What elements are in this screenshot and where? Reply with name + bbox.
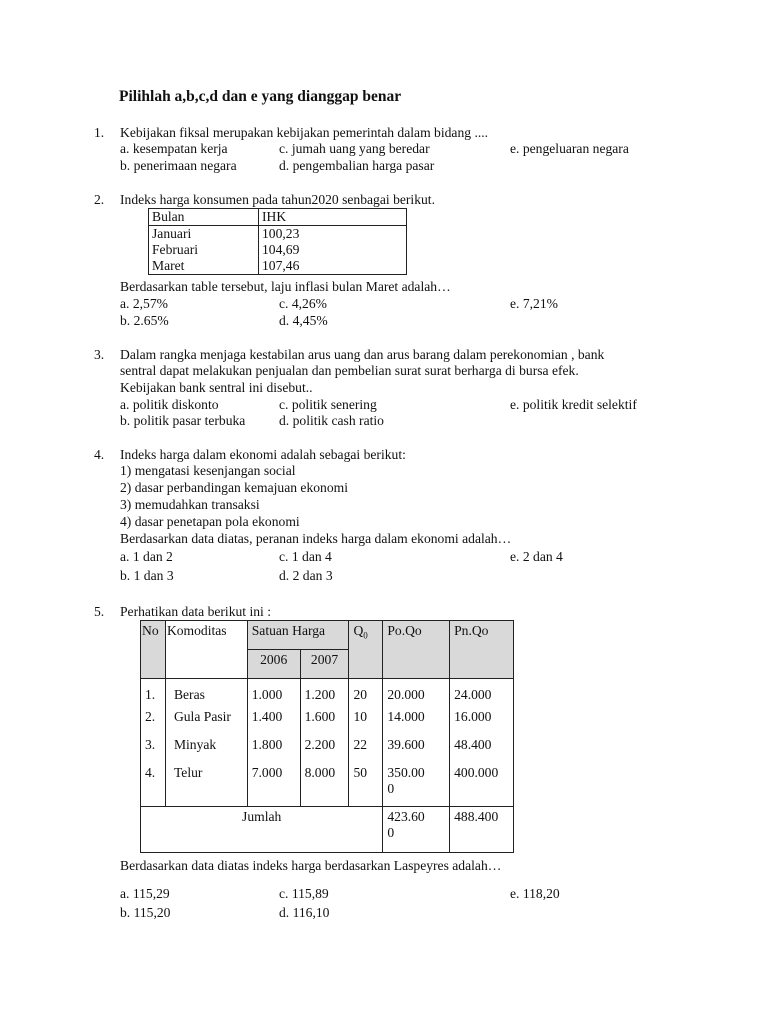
cell-komoditas: Telur: [165, 763, 247, 807]
q1-option-c: c. jumah uang yang beredar: [279, 141, 430, 156]
q2-option-a: a. 2,57%: [120, 296, 168, 311]
cell-total-poqo-wrap: 0: [387, 825, 395, 840]
header-year-2007: 2007: [300, 650, 349, 679]
q2-number: 2.: [94, 192, 105, 207]
header-q0: [349, 621, 383, 679]
q3-option-a: a. politik diskonto: [120, 397, 219, 412]
cell-total-poqo-main: 423.60: [387, 809, 425, 824]
q1-option-b: b. penerimaan negara: [120, 158, 237, 173]
cell-jumlah-label: Jumlah: [141, 807, 383, 853]
ihk-table: [148, 208, 407, 275]
q4-option-d: d. 2 dan 3: [279, 568, 333, 583]
q4-option-e: e. 2 dan 4: [510, 549, 563, 564]
q2-option-c: c. 4,26%: [279, 296, 327, 311]
q3-option-e: e. politik kredit selektif: [510, 397, 637, 412]
table-row: [149, 226, 407, 243]
cell-no: 1.: [141, 679, 166, 707]
ihk-cell-month: Maret: [149, 258, 259, 275]
cell-poqo: [383, 763, 450, 807]
cell-q0: 20: [349, 679, 383, 707]
cell-poqo-wrap: 0: [387, 780, 395, 796]
cell-q0: 22: [349, 735, 383, 763]
cell-price-2006: 1.800: [247, 735, 300, 763]
q5-option-a: a. 115,29: [120, 886, 170, 901]
q5-option-b: b. 115,20: [120, 905, 171, 920]
q2-text: Indeks harga konsumen pada tahun2020 senbagai berikut.: [120, 192, 435, 207]
cell-no: 2.: [141, 707, 166, 735]
ihk-cell-value: 107,46: [259, 258, 407, 275]
q5-after-text: Berdasarkan data diatas indeks harga berdasarkan Laspeyres adalah…: [120, 858, 502, 873]
cell-price-2007: 2.200: [300, 735, 349, 763]
q2-after-text: Berdasarkan table tersebut, laju inflasi bulan Maret adalah…: [120, 279, 451, 294]
header-q-label: Q: [353, 623, 364, 638]
header-no: No: [141, 621, 166, 679]
q4-item-3: 3) memudahkan transaksi: [120, 497, 260, 512]
ihk-cell-value: 104,69: [259, 242, 407, 258]
table-row: [149, 258, 407, 275]
table-row: [141, 707, 514, 735]
q5-option-c: c. 115,89: [279, 886, 329, 901]
cell-poqo: 14.000: [383, 707, 450, 735]
cell-price-2007: 1.200: [300, 679, 349, 707]
q1-option-d: d. pengembalian harga pasar: [279, 158, 435, 173]
ihk-header-ihk: IHK: [259, 209, 407, 226]
table-total-row: [141, 807, 514, 853]
q1-option-e: e. pengeluaran negara: [510, 141, 629, 156]
q3-option-c: c. politik senering: [279, 397, 377, 412]
ihk-header-bulan: Bulan: [149, 209, 259, 226]
cell-total-pnqo: 488.400: [450, 807, 514, 853]
header-komoditas: Komoditas: [165, 621, 247, 679]
cell-price-2006: 1.400: [247, 707, 300, 735]
q4-item-4: 4) dasar penetapan pola ekonomi: [120, 514, 300, 529]
q2-option-e: e. 7,21%: [510, 296, 558, 311]
cell-pnqo: 400.000: [450, 763, 514, 807]
q3-line-2: sentral dapat melakukan penjualan dan pembelian surat surat berharga di bursa efek.: [120, 363, 579, 378]
q1-text: Kebijakan fiksal merupakan kebijakan pemerintah dalam bidang ....: [120, 125, 489, 140]
cell-komoditas: Beras: [165, 679, 247, 707]
q2-option-d: d. 4,45%: [279, 313, 328, 328]
q4-option-b: b. 1 dan 3: [120, 568, 174, 583]
q2-option-b: b. 2.65%: [120, 313, 169, 328]
header-pnqo: Pn.Qo: [450, 621, 514, 679]
q4-text: Indeks harga dalam ekonomi adalah sebagai berikut:: [120, 447, 406, 462]
header-satuan-harga: Satuan Harga: [247, 621, 349, 650]
table-row: [141, 679, 514, 707]
q3-line-1: Dalam rangka menjaga kestabilan arus uang dan arus barang dalam perekonomian , bank: [120, 347, 605, 362]
cell-komoditas: Minyak: [165, 735, 247, 763]
header-q-subscript: 0: [363, 630, 368, 641]
q1-number: 1.: [94, 125, 105, 140]
cell-price-2007: 8.000: [300, 763, 349, 807]
cell-price-2007: 1.600: [300, 707, 349, 735]
laspeyres-table: [140, 620, 514, 853]
table-row: [141, 763, 514, 807]
cell-pnqo: 24.000: [450, 679, 514, 707]
cell-no: 3.: [141, 735, 166, 763]
cell-pnqo: 16.000: [450, 707, 514, 735]
q4-item-2: 2) dasar perbandingan kemajuan ekonomi: [120, 480, 348, 495]
q4-option-c: c. 1 dan 4: [279, 549, 332, 564]
q5-number: 5.: [94, 604, 105, 619]
cell-komoditas: Gula Pasir: [165, 707, 247, 735]
q4-number: 4.: [94, 447, 105, 462]
header-year-2006: 2006: [247, 650, 300, 679]
header-poqo: Po.Qo: [383, 621, 450, 679]
q3-number: 3.: [94, 347, 105, 362]
cell-price-2006: 7.000: [247, 763, 300, 807]
cell-q0: 50: [349, 763, 383, 807]
q1-option-a: a. kesempatan kerja: [120, 141, 228, 156]
table-row: [149, 242, 407, 258]
cell-poqo: 20.000: [383, 679, 450, 707]
cell-pnqo: 48.400: [450, 735, 514, 763]
q5-option-d: d. 116,10: [279, 905, 330, 920]
q3-option-d: d. politik cash ratio: [279, 413, 384, 428]
cell-total-poqo: [383, 807, 450, 853]
ihk-cell-value: 100,23: [259, 226, 407, 243]
q4-item-1: 1) mengatasi kesenjangan social: [120, 463, 296, 478]
q4-after-text: Berdasarkan data diatas, peranan indeks harga dalam ekonomi adalah…: [120, 531, 512, 546]
ihk-header-row: [149, 209, 407, 226]
table-row: [141, 735, 514, 763]
q5-option-e: e. 118,20: [510, 886, 560, 901]
table-header-row: [141, 621, 514, 650]
q3-line-3: Kebijakan bank sentral ini disebut..: [120, 380, 313, 395]
cell-q0: 10: [349, 707, 383, 735]
q4-option-a: a. 1 dan 2: [120, 549, 173, 564]
cell-price-2006: 1.000: [247, 679, 300, 707]
ihk-cell-month: Februari: [149, 242, 259, 258]
ihk-cell-month: Januari: [149, 226, 259, 243]
q3-option-b: b. politik pasar terbuka: [120, 413, 246, 428]
cell-poqo-main: 350.00: [387, 764, 425, 780]
cell-no: 4.: [141, 763, 166, 807]
cell-poqo: 39.600: [383, 735, 450, 763]
page-title: Pilihlah a,b,c,d dan e yang dianggap benar: [119, 88, 402, 105]
q5-text: Perhatikan data berikut ini :: [120, 604, 271, 619]
